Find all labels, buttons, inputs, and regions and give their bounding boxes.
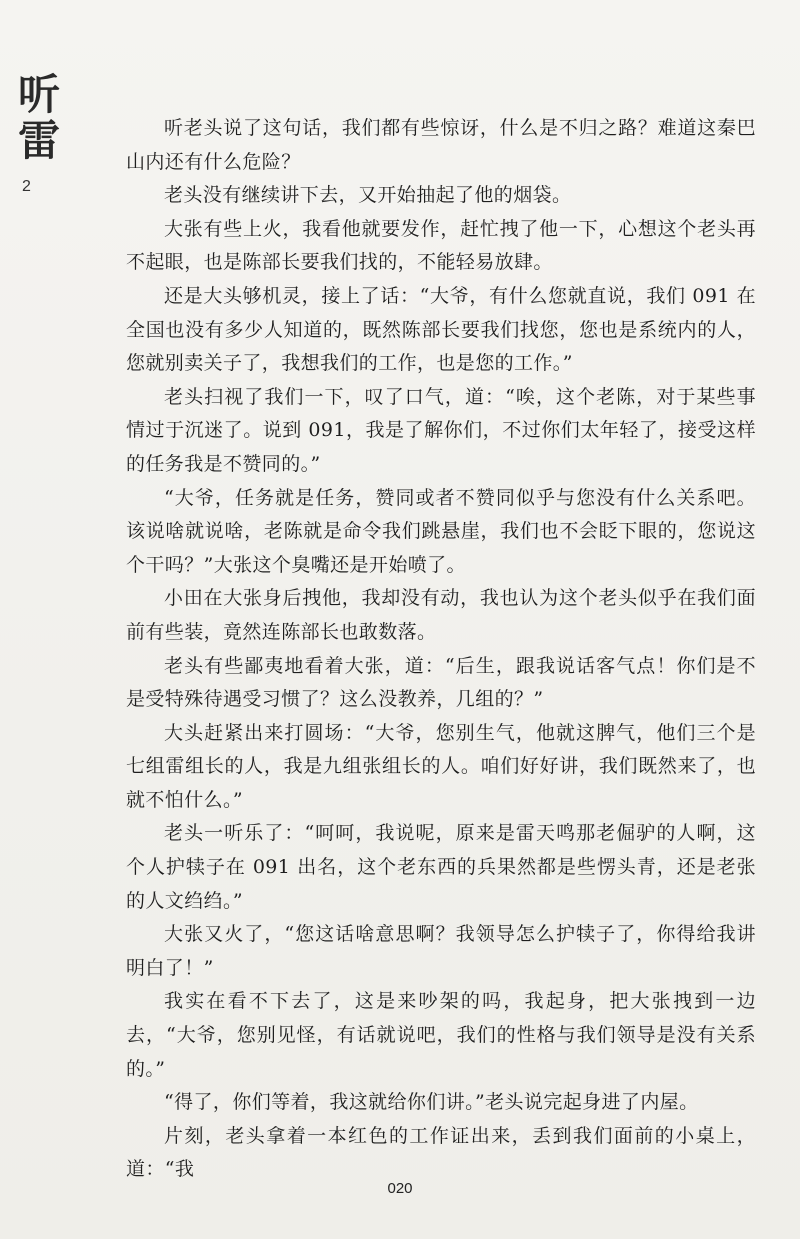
paragraph: 还是大头够机灵，接上了话：“大爷，有什么您就直说，我们 091 在全国也没有多少人知道的，既然陈部长要我们找您，您也是系统内的人，您就别卖关子了，我想我们的工作，也是您的工作。” (126, 284, 756, 375)
paragraph: “大爷，任务就是任务，赞同或者不赞同似乎与您没有什么关系吧。该说啥就说啥，老陈就是命令我们跳悬崖，我们也不会眨下眼的，您说这个干吗？”大张这个臭嘴还是开始喷了。 (126, 486, 756, 576)
paragraph: 小田在大张身后拽他，我却没有动，我也认为这个老头似乎在我们面前有些装，竟然连陈部长也敢数落。 (126, 587, 756, 643)
paragraph: 老头没有继续讲下去，又开始抽起了他的烟袋。 (164, 184, 572, 207)
paragraph: 大张又火了，“您这话啥意思啊？我领导怎么护犊子了，你得给我讲明白了！” (126, 923, 756, 979)
running-title-char-1: 听 (18, 70, 61, 119)
page-number: 020 (387, 1180, 413, 1197)
paragraph: 片刻，老头拿着一本红色的工作证出来，丢到我们面前的小桌上，道：“我 (126, 1124, 756, 1181)
paragraph: 老头一听乐了：“呵呵，我说呢，原来是雷天鸣那老倔驴的人啊，这个人护犊子在 091 出名，这个老东西的兵果然都是些愣头青，还是老张的人文绉绉。” (126, 822, 756, 912)
paragraph: 老头有些鄙夷地看着大张，道：“后生，跟我说话客气点！你们是不是受特殊待遇受习惯了？这么没教养，几组的？” (126, 654, 756, 711)
paragraph: 大张有些上火，我看他就要发作，赶忙拽了他一下，心想这个老头再不起眼，也是陈部长要我们找的，不能轻易放肆。 (126, 217, 756, 274)
paragraph: 听老头说了这句话，我们都有些惊讶，什么是不归之路？难道这秦巴山内还有什么危险？ (126, 117, 756, 173)
chapter-number: 2 (22, 178, 31, 195)
paragraph: 老头扫视了我们一下，叹了口气，道：“唉，这个老陈，对于某些事情过于沉迷了。说到 091，我是了解你们，不过你们太年轻了，接受这样的任务我是不赞同的。” (126, 385, 756, 475)
body-text (126, 112, 756, 1187)
running-title (18, 72, 78, 196)
paragraph: 我实在看不下去了，这是来吵架的吗，我起身，把大张拽到一边去，“大爷，您别见怪，有话就说吧，我们的性格与我们领导是没有关系的。” (126, 990, 756, 1080)
paragraph: 大头赶紧出来打圆场：“大爷，您别生气，他就这脾气，他们三个是七组雷组长的人，我是九组张组长的人。咱们好好讲，我们既然来了，也就不怕什么。” (126, 721, 756, 811)
paragraph: “得了，你们等着，我这就给你们讲。”老头说完起身进了内屋。 (164, 1091, 699, 1114)
running-title-char-2: 雷 (18, 116, 61, 165)
